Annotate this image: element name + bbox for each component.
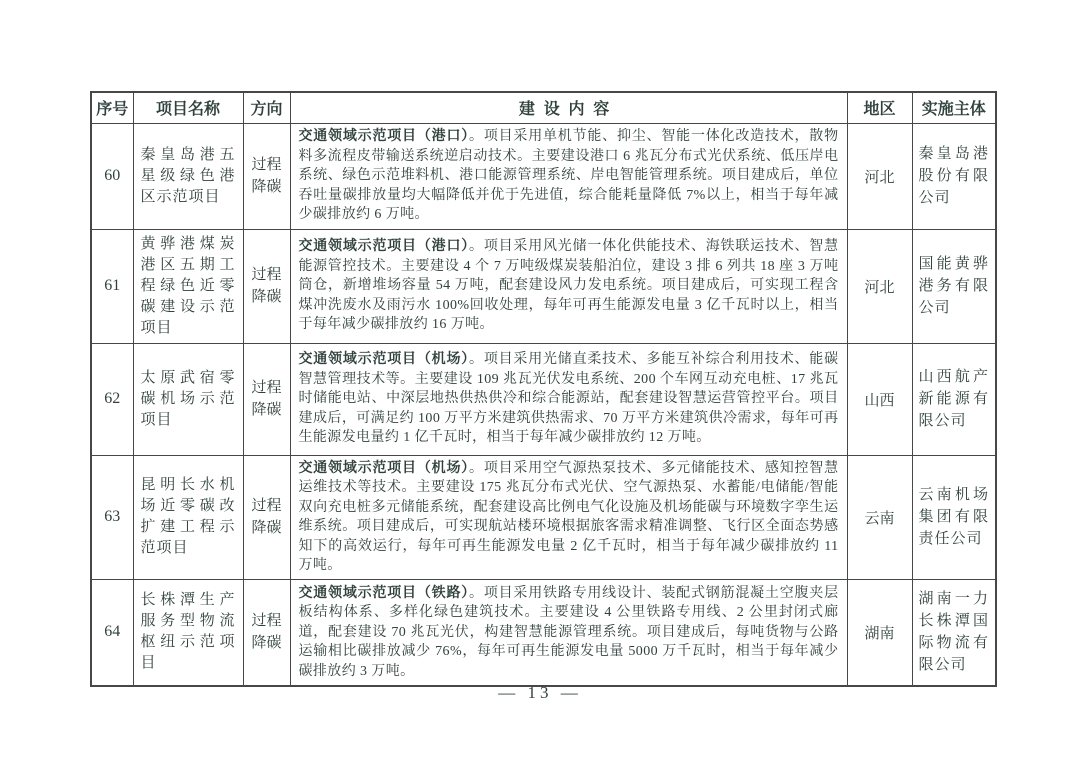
content-lead: 交通领域示范项目（港口） <box>298 239 470 255</box>
table-row <box>91 123 996 229</box>
content-body: 。项目采用单机节能、抑尘、智能一体化改造技术，散物料多流程皮带输送系统逆启动技术。主要建设港口 6 兆瓦分布式光伏系统、低压岸电系统、绿色示范堆料机、港口能源管理系统、岸电智能管理系统。项目建成后，单位吞吐量碳排放量均大幅降低并优于先进值，综合能耗量降低 7%以上，相当于每年减少碳排放约 6 万吨。 <box>298 129 839 223</box>
header-region: 地区 <box>847 92 912 123</box>
implementing-entity: 云南机场集团有限责任公司 <box>912 455 996 579</box>
implementing-entity: 山西航产新能源有限公司 <box>912 343 996 455</box>
content-lead: 交通领域示范项目（机场） <box>298 460 470 476</box>
header-entity: 实施主体 <box>912 92 996 123</box>
direction: 过程降碳 <box>243 229 290 343</box>
projects-table <box>90 91 997 687</box>
project-name: 秦皇岛港五星级绿色港区示范项目 <box>133 123 243 229</box>
header-project-name: 项目名称 <box>133 92 243 123</box>
row-index: 64 <box>91 579 133 686</box>
implementing-entity: 国能黄骅港务有限公司 <box>912 229 996 343</box>
header-direction: 方向 <box>243 92 290 123</box>
construction-content <box>290 343 847 455</box>
project-name: 黄骅港煤炭港区五期工程绿色近零碳建设示范项目 <box>133 229 243 343</box>
row-index: 62 <box>91 343 133 455</box>
direction: 过程降碳 <box>243 343 290 455</box>
content-body: 。项目采用空气源热泵技术、多元储能技术、感知控智慧运维技术等技术。主要建设 175 兆瓦分布式光伏、空气源热泵、水蓄能/电储能/智能双向充电桩多元储能系统，配套建设高比例电气化设施及机场能碳与环境数字孪生运维系统。项目建成后，可实现航站楼环境根据旅客需求精准调整、飞行区全面态势感知下的高效运行，每年可再生能源发电量 2 亿千瓦时，相当于每年减少碳排放约 11 万吨。 <box>298 460 839 573</box>
region: 山西 <box>847 343 912 455</box>
construction-content <box>290 123 847 229</box>
direction: 过程降碳 <box>243 123 290 229</box>
table-header-row <box>91 92 996 123</box>
region: 河北 <box>847 229 912 343</box>
row-index: 60 <box>91 123 133 229</box>
content-lead: 交通领域示范项目（机场） <box>298 352 470 368</box>
header-construction-content: 建设内容 <box>290 92 847 123</box>
content-body: 。项目采用铁路专用线设计、装配式钢筋混凝土空腹夹层板结构体系、多样化绿色建筑技术。主要建设 4 公里铁路专用线、2 公里封闭式廊道，配套建设 70 兆瓦光伏，构建智慧能源管理系统。项目建成后，每吨货物与公路运输相比碳排放减少 76%，每年可再生能源发电量 5000 万千瓦时，相当于每年减少碳排放约 3 万吨。 <box>298 585 839 679</box>
row-index: 63 <box>91 455 133 579</box>
construction-content <box>290 229 847 343</box>
row-index: 61 <box>91 229 133 343</box>
region: 河北 <box>847 123 912 229</box>
content-body: 。项目采用光储直柔技术、多能互补综合利用技术、能碳智慧管理技术等。主要建设 109 兆瓦光伏发电系统、200 个车网互动充电桩、17 兆瓦时储能电站、中深层地热供热供冷和综合能源站，配套建设智慧运营管控平台。项目建成后，可满足约 100 万平方米建筑供热需求、70 万平方米建筑供冷需求，每年可再生能源发电量约 1 亿千瓦时，相当于每年减少碳排放约 12 万吨。 <box>298 352 839 446</box>
implementing-entity: 湖南一力长株潭国际物流有限公司 <box>912 579 996 686</box>
project-name: 太原武宿零碳机场示范项目 <box>133 343 243 455</box>
region: 湖南 <box>847 579 912 686</box>
table-row <box>91 343 996 455</box>
implementing-entity: 秦皇岛港股份有限公司 <box>912 123 996 229</box>
construction-content <box>290 579 847 686</box>
page-number: — 13 — <box>498 683 582 702</box>
header-index: 序号 <box>91 92 133 123</box>
table-row <box>91 455 996 579</box>
region: 云南 <box>847 455 912 579</box>
direction: 过程降碳 <box>243 579 290 686</box>
direction: 过程降碳 <box>243 455 290 579</box>
table-row <box>91 579 996 686</box>
content-body: 。项目采用风光储一体化供能技术、海铁联运技术、智慧能源管控技术。主要建设 4 个 7 万吨级煤炭装船泊位，建设 3 排 6 列共 18 座 3 万吨筒仓，新增堆场容量 54 万吨，配套建设风力发电系统。项目建成后，可实现工程含煤冲洗废水及雨污水 100%回收处理，每年可再生能源发电量 3 亿千瓦时以上，相当于每年减少碳排放约 16 万吨。 <box>298 239 839 333</box>
table-row <box>91 229 996 343</box>
project-name: 昆明长水机场近零碳改扩建工程示范项目 <box>133 455 243 579</box>
content-lead: 交通领域示范项目（港口） <box>298 129 470 145</box>
content-lead: 交通领域示范项目（铁路） <box>298 585 470 601</box>
construction-content <box>290 455 847 579</box>
project-name: 长株潭生产服务型物流枢纽示范项目 <box>133 579 243 686</box>
